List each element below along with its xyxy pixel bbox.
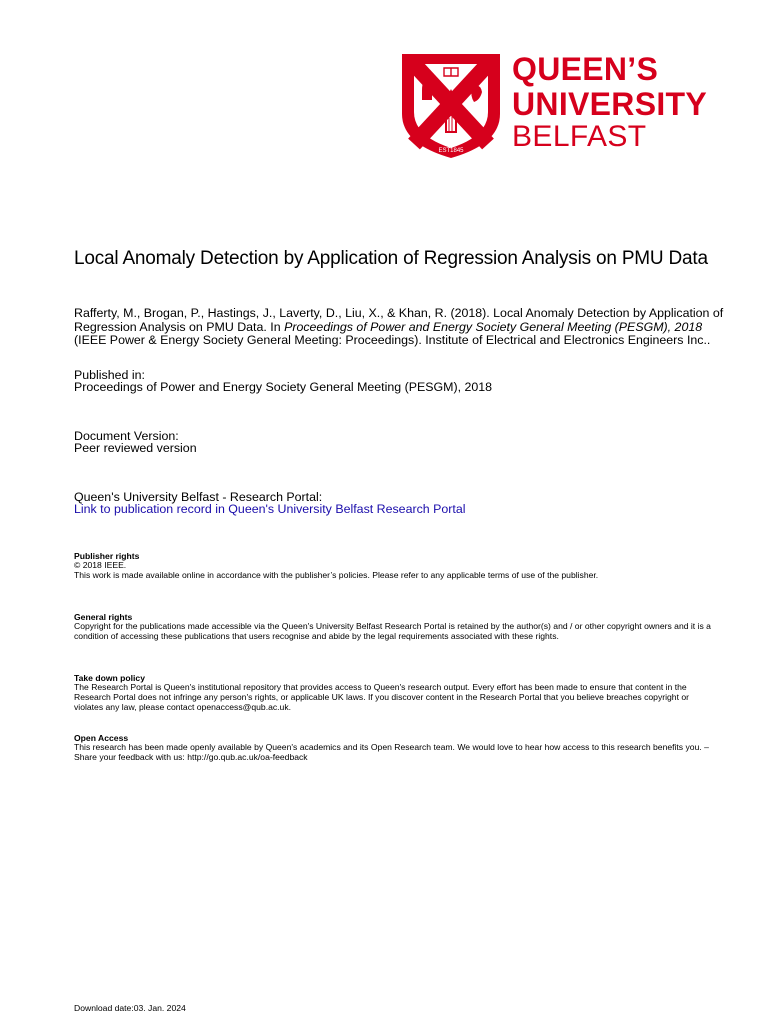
publisher-rights-line1: © 2018 IEEE. bbox=[74, 560, 127, 570]
take-down-heading: Take down policy bbox=[74, 673, 145, 683]
general-rights-body: Copyright for the publications made accessible via the Queen's University Belfast Research Portal is retained by the author(s) and / or other copyright owners and it is a condition of accessing these publications that users recognise and abide by the legal requirements associated with these rights. bbox=[74, 621, 711, 641]
take-down-body: The Research Portal is Queen's institutional repository that provides access to Queen's research output. Every effort has been made to ensure that content in the Research Portal does not infringe any person's rights, or applicable UK laws. If you discover content in the Research Portal that you believe breaches copyright or violates any law, please contact openaccess@qub.ac.uk. bbox=[74, 682, 689, 712]
published-in-heading: Published in: bbox=[74, 368, 145, 382]
citation-prefix: Rafferty, M., Brogan, P., Hastings, J., Laverty, D., Liu, X., & Khan, R. (2018). Local Anomaly Detection by Application of Regression Analysis on PMU Data. In bbox=[74, 306, 724, 334]
open-access-heading: Open Access bbox=[74, 733, 129, 743]
general-rights-heading: General rights bbox=[74, 612, 133, 622]
portal-heading: Queen's University Belfast - Research Portal: bbox=[74, 490, 323, 504]
wordmark-line2: UNIVERSITY bbox=[512, 86, 708, 122]
document-version-heading: Document Version: bbox=[74, 429, 179, 443]
citation-italic: Proceedings of Power and Energy Society General Meeting (PESGM), 2018 bbox=[284, 319, 703, 334]
document-version-value: Peer reviewed version bbox=[74, 441, 197, 455]
published-in-value: Proceedings of Power and Energy Society General Meeting (PESGM), 2018 bbox=[74, 380, 493, 394]
publisher-rights-body bbox=[74, 560, 714, 580]
crest-est-text: EST1845 bbox=[438, 148, 464, 154]
publisher-rights-heading: Publisher rights bbox=[74, 551, 140, 561]
wordmark-line1: QUEEN’S bbox=[512, 51, 659, 87]
publication-record-link[interactable]: Link to publication record in Queen's University Belfast Research Portal bbox=[74, 502, 466, 516]
download-date: Download date:03. Jan. 2024 bbox=[74, 1003, 186, 1013]
document-title: Local Anomaly Detection by Application of Regression Analysis on PMU Data bbox=[74, 248, 708, 269]
university-wordmark bbox=[512, 53, 707, 152]
open-access-body: This research has been made openly available by Queen's academics and its Open Research team. We would love to hear how access to this research benefits you. – Share your feedback with us: http://go.qub.ac.uk/oa-feedback bbox=[74, 742, 709, 762]
wordmark-line3: BELFAST bbox=[512, 120, 647, 153]
citation bbox=[74, 307, 734, 348]
publisher-rights-line2: This work is made available online in accordance with the publisher’s policies. Please refer to any applicable terms of use of the publisher. bbox=[74, 570, 599, 580]
university-crest-logo bbox=[400, 52, 502, 160]
citation-suffix: (IEEE Power & Energy Society General Meeting: Proceedings). Institute of Electrical and Electronics Engineers Inc.. bbox=[74, 333, 711, 347]
